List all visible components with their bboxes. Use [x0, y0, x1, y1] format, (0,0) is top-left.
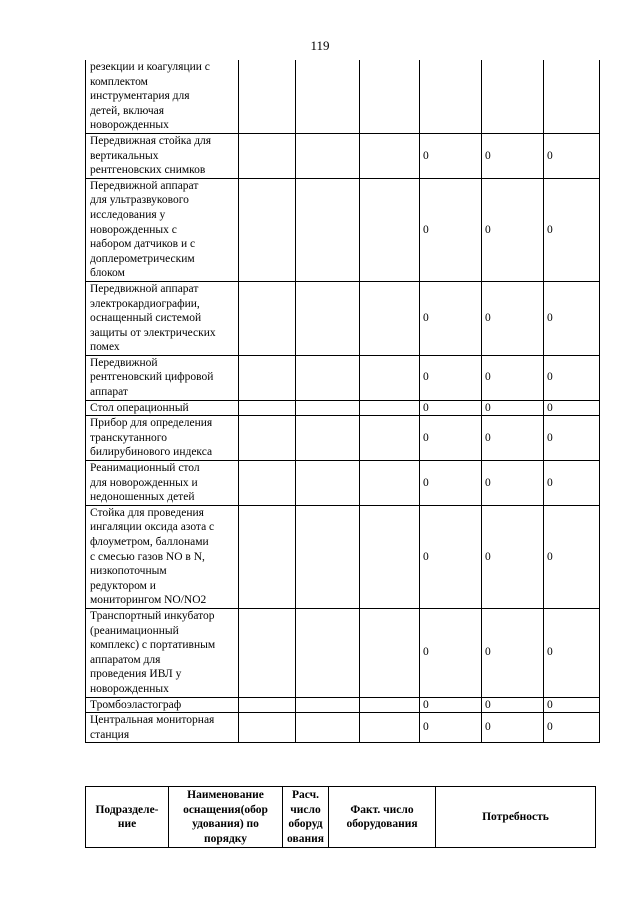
equipment-name-line: аппарат: [90, 386, 128, 399]
empty-cell: [239, 400, 296, 416]
table-row: [86, 281, 600, 355]
value-cell: 0: [482, 355, 544, 400]
value-cell: 0: [544, 355, 600, 400]
table-row: [86, 355, 600, 400]
equipment-name-line: Тромбоэластограф: [90, 698, 182, 711]
equipment-name-line: набором датчиков и с: [90, 238, 196, 251]
empty-cell: [239, 60, 296, 133]
header-line: число: [290, 803, 321, 816]
value-cell: 0: [420, 400, 482, 416]
value-cell: 0: [420, 461, 482, 506]
value-cell: 0: [544, 133, 600, 178]
equipment-name-line: Стойка для проведения: [90, 506, 204, 519]
value-cell: [544, 60, 600, 133]
equipment-name-line: комплектом: [90, 75, 148, 88]
value-cell: 0: [420, 697, 482, 713]
equipment-name-line: (реанимационный: [90, 624, 179, 637]
value-cell: 0: [482, 713, 544, 743]
value-cell: 0: [420, 178, 482, 281]
empty-cell: [360, 608, 420, 697]
equipment-name-cell: [86, 505, 239, 608]
equipment-name-line: флоуметром, баллонами: [90, 536, 209, 548]
equipment-name-line: Передвижная стойка для: [90, 134, 212, 147]
equipment-name-line: билирубинового индекса: [90, 446, 213, 459]
empty-cell: [239, 608, 296, 697]
empty-cell: [239, 416, 296, 461]
value-cell: 0: [482, 608, 544, 697]
equipment-name-line: Реанимационный стол: [90, 462, 200, 475]
value-cell: 0: [420, 505, 482, 608]
empty-cell: [296, 400, 360, 416]
empty-cell: [360, 400, 420, 416]
empty-cell: [239, 697, 296, 713]
value-cell: 0: [420, 608, 482, 697]
value-cell: 0: [482, 133, 544, 178]
equipment-name-line: инструментария для: [90, 90, 190, 103]
equipment-name-cell: [86, 60, 239, 133]
value-cell: 0: [420, 355, 482, 400]
empty-cell: [296, 281, 360, 355]
page-number: 119: [310, 38, 330, 53]
value-cell: 0: [544, 697, 600, 713]
value-cell: 0: [420, 281, 482, 355]
header-row: [86, 787, 596, 848]
table-row: [86, 400, 600, 416]
value-cell: 0: [482, 281, 544, 355]
empty-cell: [296, 505, 360, 608]
value-cell: 0: [544, 281, 600, 355]
header-cell-actual-count: [329, 787, 436, 848]
header-line: Потребность: [482, 810, 549, 823]
table-row: [86, 713, 600, 743]
empty-cell: [360, 505, 420, 608]
equipment-name-cell: [86, 133, 239, 178]
equipment-name-line: новорожденных: [90, 682, 169, 695]
header-line: порядку: [203, 832, 248, 845]
equipment-name-cell: [86, 608, 239, 697]
value-cell: 0: [544, 400, 600, 416]
header-cell-calc-count: [283, 787, 329, 848]
empty-cell: [360, 461, 420, 506]
equipment-name-line: Центральная мониторная: [90, 714, 215, 727]
empty-cell: [296, 133, 360, 178]
value-cell: [420, 60, 482, 133]
value-cell: 0: [482, 416, 544, 461]
header-cell-need: [436, 787, 596, 848]
empty-cell: [239, 133, 296, 178]
empty-cell: [360, 60, 420, 133]
equipment-name-line: Передвижной аппарат: [90, 179, 199, 192]
equipment-name-line: ингаляции оксида азота с: [90, 521, 215, 534]
equipment-name-cell: [86, 178, 239, 281]
equipment-table: [85, 60, 600, 743]
table-row: [86, 608, 600, 697]
equipment-name-line: станция: [90, 728, 130, 741]
empty-cell: [296, 416, 360, 461]
equipment-name-line: комплекс) с портативным: [90, 639, 216, 652]
table-row: [86, 178, 600, 281]
equipment-name-line: мониторингом NO/NO2: [90, 594, 207, 607]
equipment-name-line: вертикальных: [90, 149, 159, 162]
value-cell: 0: [482, 697, 544, 713]
value-cell: 0: [544, 713, 600, 743]
header-line: оснащения(обор: [183, 803, 268, 816]
equipment-name-line: Передвижной: [90, 356, 158, 369]
equipment-name-cell: [86, 400, 239, 416]
equipment-name-line: рентгеновских снимков: [90, 164, 206, 177]
equipment-name-line: Стол операционный: [90, 401, 189, 414]
header-line: Наименование: [187, 789, 264, 801]
empty-cell: [360, 133, 420, 178]
value-cell: 0: [544, 608, 600, 697]
empty-cell: [360, 281, 420, 355]
equipment-name-line: редуктором и: [90, 579, 156, 592]
table-row: [86, 60, 600, 133]
header-line: Факт. число: [350, 803, 414, 816]
empty-cell: [360, 416, 420, 461]
empty-cell: [239, 178, 296, 281]
equipment-name-line: защиты от электрических: [90, 326, 216, 339]
equipment-name-line: электрокардиографии,: [90, 297, 200, 310]
value-cell: 0: [482, 461, 544, 506]
value-cell: 0: [420, 416, 482, 461]
empty-cell: [360, 178, 420, 281]
equipment-name-line: аппаратом для: [90, 653, 161, 666]
empty-cell: [239, 713, 296, 743]
value-cell: 0: [544, 416, 600, 461]
value-cell: [482, 60, 544, 133]
equipment-name-line: оснащенный системой: [90, 312, 202, 325]
table-row: [86, 461, 600, 506]
value-cell: 0: [482, 505, 544, 608]
equipment-name-line: Передвижной аппарат: [90, 282, 199, 295]
equipment-name-line: недоношенных детей: [90, 491, 195, 504]
value-cell: 0: [482, 400, 544, 416]
header-cell-subdivision: [86, 787, 169, 848]
equipment-name-cell: [86, 697, 239, 713]
empty-cell: [239, 355, 296, 400]
empty-cell: [296, 713, 360, 743]
empty-cell: [360, 713, 420, 743]
value-cell: 0: [482, 178, 544, 281]
value-cell: 0: [544, 461, 600, 506]
equipment-name-line: исследования у: [90, 208, 166, 221]
equipment-name-line: новорожденных с: [90, 223, 177, 236]
empty-cell: [296, 355, 360, 400]
equipment-name-line: проведения ИВЛ у: [90, 668, 182, 681]
equipment-name-cell: [86, 416, 239, 461]
equipment-name-cell: [86, 713, 239, 743]
value-cell: 0: [420, 133, 482, 178]
equipment-name-line: помех: [90, 341, 120, 354]
header-line: Расч.: [291, 789, 319, 801]
equipment-name-line: резекции и коагуляции с: [90, 61, 210, 73]
empty-cell: [239, 505, 296, 608]
equipment-name-line: Транспортный инкубатор: [90, 609, 215, 622]
table-row: [86, 416, 600, 461]
header-line: оборудования: [346, 818, 418, 830]
next-table-header: [85, 786, 596, 848]
header-cell-equipment-name: [169, 787, 283, 848]
equipment-name-line: низкопоточным: [90, 565, 167, 578]
empty-cell: [360, 697, 420, 713]
value-cell: 0: [420, 713, 482, 743]
equipment-name-line: с смесью газов NO в N,: [90, 550, 205, 563]
equipment-name-line: Прибор для определения: [90, 417, 213, 430]
empty-cell: [296, 178, 360, 281]
empty-cell: [296, 60, 360, 133]
header-line: Подразделе-: [95, 803, 159, 816]
empty-cell: [296, 608, 360, 697]
equipment-name-line: детей, включая: [90, 104, 165, 117]
equipment-name-cell: [86, 281, 239, 355]
equipment-name-line: доплерометрическим: [90, 252, 195, 265]
equipment-name-line: для ультразвукового: [90, 194, 189, 207]
table-row: [86, 133, 600, 178]
equipment-name-line: блоком: [90, 267, 125, 280]
value-cell: 0: [544, 505, 600, 608]
empty-cell: [239, 281, 296, 355]
table-row: [86, 697, 600, 713]
empty-cell: [239, 461, 296, 506]
equipment-name-line: для новорожденных и: [90, 476, 198, 489]
equipment-name-cell: [86, 355, 239, 400]
empty-cell: [296, 461, 360, 506]
header-line: ние: [117, 818, 137, 830]
empty-cell: [296, 697, 360, 713]
empty-cell: [360, 355, 420, 400]
equipment-name-line: транскутанного: [90, 431, 167, 444]
table-row: [86, 505, 600, 608]
header-line: ования: [287, 832, 324, 845]
equipment-name-cell: [86, 461, 239, 506]
equipment-name-line: рентгеновский цифровой: [90, 371, 214, 384]
header-line: оборуд: [288, 818, 323, 830]
header-line: удования) по: [192, 818, 259, 830]
equipment-name-line: новорожденных: [90, 119, 169, 132]
value-cell: 0: [544, 178, 600, 281]
